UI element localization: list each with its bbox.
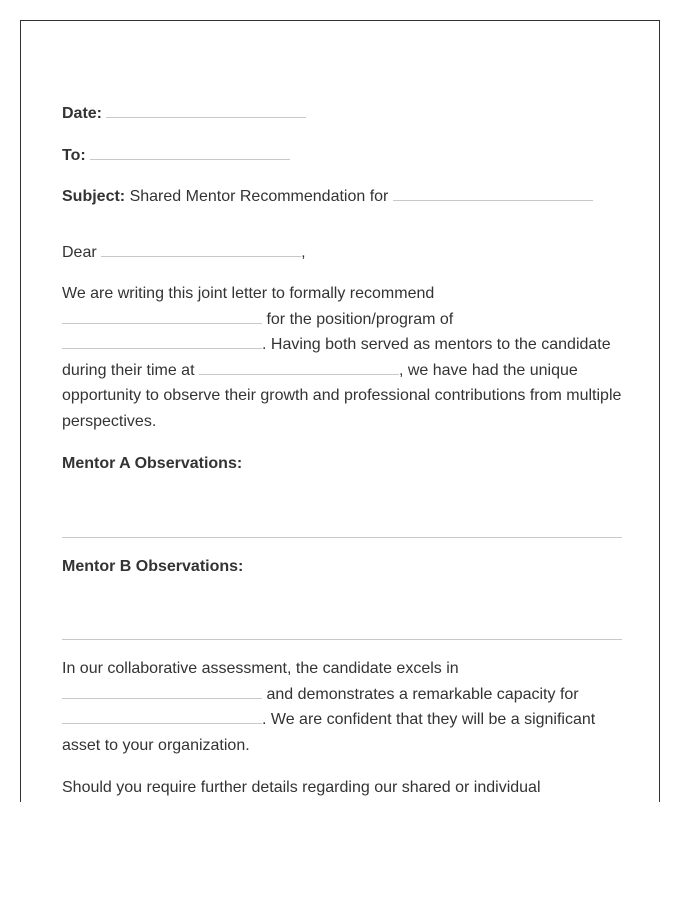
intro-paragraph bbox=[62, 281, 622, 435]
assessment-text-3: . We are confident that they will be a significant asset to your organization. bbox=[62, 711, 596, 754]
intro-text-2: for the position/program of bbox=[266, 310, 454, 328]
intro-text-1: We are writing this joint letter to formally recommend bbox=[62, 285, 435, 302]
subject-text: Shared Mentor Recommendation for bbox=[129, 188, 389, 205]
mentor-b-divider bbox=[62, 639, 622, 640]
assessment-text-1: In our collaborative assessment, the candidate excels in bbox=[62, 660, 459, 677]
position-program-blank[interactable] bbox=[62, 334, 262, 349]
mentor-a-title: Mentor A Observations: bbox=[62, 455, 243, 472]
candidate-name-blank[interactable] bbox=[62, 309, 262, 324]
to-line bbox=[62, 143, 290, 169]
to-label: To: bbox=[62, 147, 86, 164]
to-blank[interactable] bbox=[90, 145, 290, 160]
subject-label: Subject: bbox=[62, 188, 126, 205]
institution-blank[interactable] bbox=[199, 360, 399, 375]
intro-text-4: , we have had the unique opportunity to observe their growth and professional contributions from multiple perspectives. bbox=[62, 361, 622, 430]
letter-page bbox=[20, 20, 660, 802]
assessment-paragraph bbox=[62, 656, 622, 758]
recipient-name-blank[interactable] bbox=[101, 242, 301, 257]
mentor-b-title: Mentor B Observations: bbox=[62, 558, 244, 575]
capacity-for-blank[interactable] bbox=[62, 709, 262, 724]
salutation-comma: , bbox=[301, 244, 306, 261]
date-blank[interactable] bbox=[106, 103, 306, 118]
date-label: Date: bbox=[62, 105, 103, 122]
excels-in-blank[interactable] bbox=[62, 684, 262, 699]
mentor-a-divider bbox=[62, 537, 622, 538]
dear-text: Dear bbox=[62, 244, 97, 261]
subject-blank[interactable] bbox=[393, 186, 593, 201]
assessment-text-2: and demonstrates a remarkable capacity for bbox=[266, 685, 579, 703]
closing-text: Should you require further details regarding our shared or individual bbox=[62, 779, 541, 796]
subject-line bbox=[62, 184, 593, 210]
date-line bbox=[62, 101, 306, 127]
intro-text-3: . Having both served as mentors to the candidate during their time at bbox=[62, 336, 611, 379]
salutation-line bbox=[62, 240, 306, 266]
closing-paragraph bbox=[62, 775, 622, 801]
